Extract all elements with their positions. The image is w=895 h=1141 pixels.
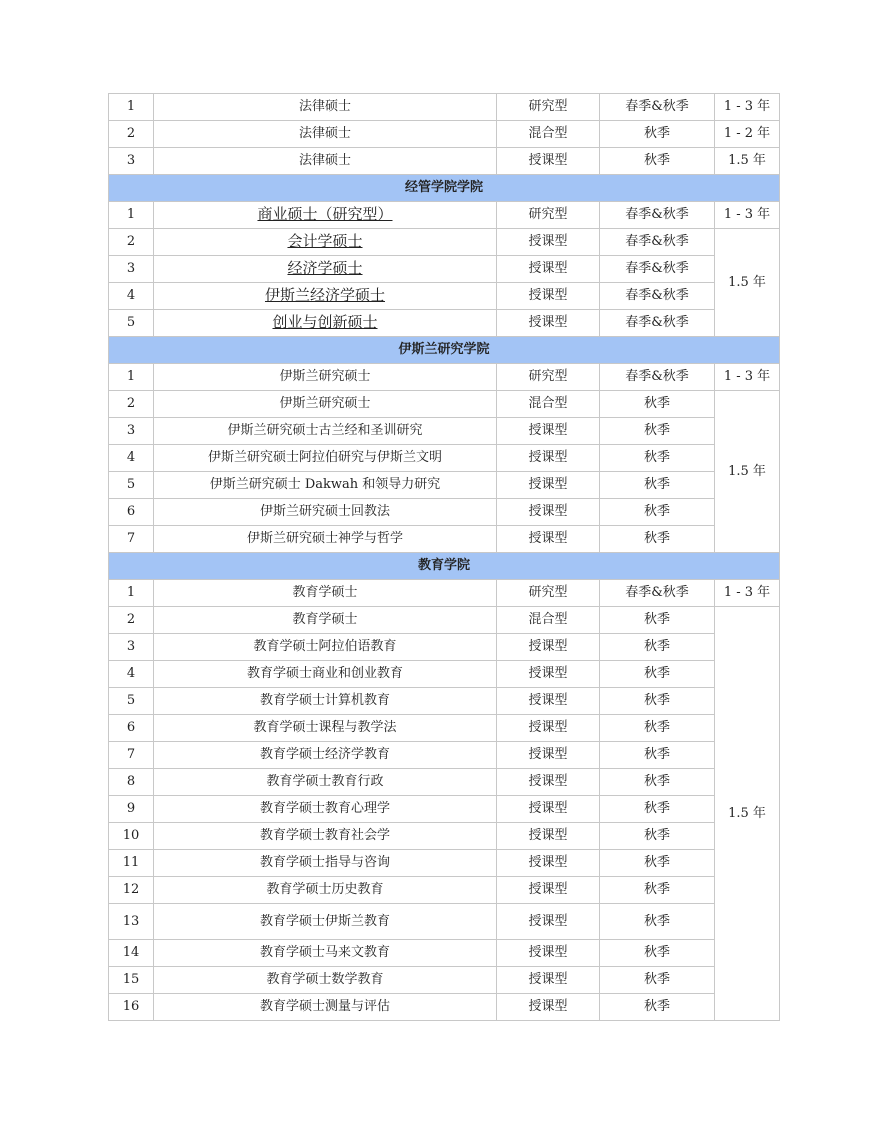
- table-row: [109, 994, 780, 1021]
- intake-season: 秋季: [600, 715, 715, 742]
- row-number: 2: [109, 391, 154, 418]
- programme-type: 授课型: [497, 499, 600, 526]
- programme-type: 混合型: [497, 121, 600, 148]
- programme-type: 授课型: [497, 994, 600, 1021]
- study-duration: 1.5 年: [715, 391, 780, 553]
- row-number: 7: [109, 526, 154, 553]
- intake-season: 春季&秋季: [600, 580, 715, 607]
- intake-season: 秋季: [600, 967, 715, 994]
- table-row: [109, 688, 780, 715]
- programme-name: 伊斯兰研究硕士: [154, 391, 497, 418]
- programme-link[interactable]: 会计学硕士: [287, 232, 363, 250]
- row-number: 15: [109, 967, 154, 994]
- row-number: 4: [109, 283, 154, 310]
- programme-type: 授课型: [497, 148, 600, 175]
- table-row: [109, 823, 780, 850]
- intake-season: 秋季: [600, 148, 715, 175]
- study-duration: 1 - 3 年: [715, 364, 780, 391]
- table-row: [109, 148, 780, 175]
- table-row: [109, 445, 780, 472]
- intake-season: 秋季: [600, 121, 715, 148]
- table-row: [109, 121, 780, 148]
- table-row: [109, 472, 780, 499]
- programme-type: 研究型: [497, 580, 600, 607]
- row-number: 3: [109, 634, 154, 661]
- row-number: 8: [109, 769, 154, 796]
- programme-type: 研究型: [497, 364, 600, 391]
- intake-season: 秋季: [600, 994, 715, 1021]
- study-duration: 1 - 3 年: [715, 202, 780, 229]
- intake-season: 秋季: [600, 634, 715, 661]
- table-row: [109, 769, 780, 796]
- intake-season: 秋季: [600, 499, 715, 526]
- programme-type: 授课型: [497, 715, 600, 742]
- intake-season: 春季&秋季: [600, 94, 715, 121]
- section-header-islamic-studies: [109, 337, 780, 364]
- programme-type: 授课型: [497, 229, 600, 256]
- row-number: 1: [109, 94, 154, 121]
- programme-type: 授课型: [497, 967, 600, 994]
- intake-season: 春季&秋季: [600, 229, 715, 256]
- section-title: 经管学院学院: [109, 175, 780, 202]
- intake-season: 春季&秋季: [600, 283, 715, 310]
- table-row: [109, 526, 780, 553]
- programme-type: 授课型: [497, 283, 600, 310]
- programme-name: 教育学硕士课程与教学法: [154, 715, 497, 742]
- study-duration: 1.5 年: [715, 148, 780, 175]
- programme-name: 伊斯兰研究硕士阿拉伯研究与伊斯兰文明: [154, 445, 497, 472]
- section-header-education: [109, 553, 780, 580]
- programme-type: 授课型: [497, 634, 600, 661]
- table-row: [109, 904, 780, 940]
- programme-type: 授课型: [497, 418, 600, 445]
- study-duration: 1.5 年: [715, 229, 780, 337]
- table-row: [109, 715, 780, 742]
- section-header-business: [109, 175, 780, 202]
- intake-season: 秋季: [600, 607, 715, 634]
- programme-type: 授课型: [497, 904, 600, 940]
- programme-name: 教育学硕士经济学教育: [154, 742, 497, 769]
- table-row: [109, 661, 780, 688]
- programme-link[interactable]: 商业硕士（研究型）: [257, 205, 393, 223]
- study-duration: 1 - 3 年: [715, 580, 780, 607]
- table-row: [109, 391, 780, 418]
- programme-type: 授课型: [497, 850, 600, 877]
- intake-season: 秋季: [600, 418, 715, 445]
- row-number: 4: [109, 445, 154, 472]
- intake-season: 秋季: [600, 391, 715, 418]
- programme-name: 教育学硕士教育心理学: [154, 796, 497, 823]
- programme-name: 伊斯兰研究硕士古兰经和圣训研究: [154, 418, 497, 445]
- row-number: 16: [109, 994, 154, 1021]
- intake-season: 春季&秋季: [600, 256, 715, 283]
- programme-name: 法律硕士: [154, 121, 497, 148]
- intake-season: 秋季: [600, 796, 715, 823]
- programme-table: [108, 93, 780, 1021]
- table-row: [109, 796, 780, 823]
- intake-season: 秋季: [600, 526, 715, 553]
- study-duration: 1 - 2 年: [715, 121, 780, 148]
- table-row: [109, 607, 780, 634]
- row-number: 1: [109, 580, 154, 607]
- programme-type: 授课型: [497, 877, 600, 904]
- row-number: 14: [109, 940, 154, 967]
- programme-name: 教育学硕士数学教育: [154, 967, 497, 994]
- row-number: 12: [109, 877, 154, 904]
- programme-type: 研究型: [497, 202, 600, 229]
- programme-type: 混合型: [497, 391, 600, 418]
- row-number: 3: [109, 418, 154, 445]
- row-number: 1: [109, 202, 154, 229]
- programme-type: 混合型: [497, 607, 600, 634]
- row-number: 2: [109, 607, 154, 634]
- row-number: 2: [109, 121, 154, 148]
- programme-name: 教育学硕士商业和创业教育: [154, 661, 497, 688]
- table-row: [109, 418, 780, 445]
- intake-season: 春季&秋季: [600, 310, 715, 337]
- programme-name: 教育学硕士: [154, 580, 497, 607]
- programme-name: 教育学硕士指导与咨询: [154, 850, 497, 877]
- intake-season: 秋季: [600, 445, 715, 472]
- intake-season: 秋季: [600, 661, 715, 688]
- programme-type: 授课型: [497, 661, 600, 688]
- programme-name: 伊斯兰研究硕士神学与哲学: [154, 526, 497, 553]
- row-number: 5: [109, 688, 154, 715]
- intake-season: 秋季: [600, 850, 715, 877]
- section-title: 教育学院: [109, 553, 780, 580]
- intake-season: 秋季: [600, 688, 715, 715]
- programme-name: 法律硕士: [154, 148, 497, 175]
- row-number: 9: [109, 796, 154, 823]
- table-row: [109, 634, 780, 661]
- intake-season: 秋季: [600, 904, 715, 940]
- table-row: [109, 580, 780, 607]
- row-number: 2: [109, 229, 154, 256]
- intake-season: 春季&秋季: [600, 364, 715, 391]
- table-row: [109, 256, 780, 283]
- intake-season: 春季&秋季: [600, 202, 715, 229]
- programme-link[interactable]: 创业与创新硕士: [272, 313, 378, 331]
- row-number: 6: [109, 499, 154, 526]
- programme-type: 授课型: [497, 742, 600, 769]
- programme-link[interactable]: 经济学硕士: [287, 259, 363, 277]
- intake-season: 秋季: [600, 877, 715, 904]
- table-row: [109, 94, 780, 121]
- intake-season: 秋季: [600, 823, 715, 850]
- programme-name: 教育学硕士马来文教育: [154, 940, 497, 967]
- table-row: [109, 850, 780, 877]
- programme-type: 研究型: [497, 94, 600, 121]
- row-number: 6: [109, 715, 154, 742]
- table-row: [109, 310, 780, 337]
- table-row: [109, 364, 780, 391]
- programme-type: 授课型: [497, 256, 600, 283]
- row-number: 4: [109, 661, 154, 688]
- table-row: [109, 499, 780, 526]
- programme-type: 授课型: [497, 769, 600, 796]
- row-number: 5: [109, 310, 154, 337]
- programme-name: 教育学硕士测量与评估: [154, 994, 497, 1021]
- programme-name: 教育学硕士: [154, 607, 497, 634]
- programme-type: 授课型: [497, 796, 600, 823]
- row-number: 1: [109, 364, 154, 391]
- row-number: 5: [109, 472, 154, 499]
- programme-name: 伊斯兰研究硕士回教法: [154, 499, 497, 526]
- programme-name: 教育学硕士阿拉伯语教育: [154, 634, 497, 661]
- programme-name: 教育学硕士教育行政: [154, 769, 497, 796]
- intake-season: 秋季: [600, 769, 715, 796]
- programme-name: 教育学硕士历史教育: [154, 877, 497, 904]
- programme-name: 法律硕士: [154, 94, 497, 121]
- table-row: [109, 877, 780, 904]
- programme-type: 授课型: [497, 526, 600, 553]
- programme-type: 授课型: [497, 940, 600, 967]
- table-row: [109, 283, 780, 310]
- row-number: 3: [109, 256, 154, 283]
- programme-name: 伊斯兰研究硕士 Dakwah 和领导力研究: [154, 472, 497, 499]
- table-row: [109, 202, 780, 229]
- row-number: 10: [109, 823, 154, 850]
- programme-type: 授课型: [497, 823, 600, 850]
- programme-type: 授课型: [497, 472, 600, 499]
- programme-name: 教育学硕士教育社会学: [154, 823, 497, 850]
- row-number: 11: [109, 850, 154, 877]
- intake-season: 秋季: [600, 742, 715, 769]
- table-row: [109, 742, 780, 769]
- row-number: 3: [109, 148, 154, 175]
- programme-name: 教育学硕士计算机教育: [154, 688, 497, 715]
- programme-type: 授课型: [497, 310, 600, 337]
- programme-type: 授课型: [497, 688, 600, 715]
- programme-name: 伊斯兰研究硕士: [154, 364, 497, 391]
- study-duration: 1 - 3 年: [715, 94, 780, 121]
- intake-season: 秋季: [600, 472, 715, 499]
- intake-season: 秋季: [600, 940, 715, 967]
- table-row: [109, 967, 780, 994]
- study-duration: 1.5 年: [715, 607, 780, 1021]
- row-number: 7: [109, 742, 154, 769]
- row-number: 13: [109, 904, 154, 940]
- section-title: 伊斯兰研究学院: [109, 337, 780, 364]
- programme-name: 教育学硕士伊斯兰教育: [154, 904, 497, 940]
- programme-type: 授课型: [497, 445, 600, 472]
- programme-link[interactable]: 伊斯兰经济学硕士: [264, 286, 385, 304]
- table-row: [109, 940, 780, 967]
- table-row: [109, 229, 780, 256]
